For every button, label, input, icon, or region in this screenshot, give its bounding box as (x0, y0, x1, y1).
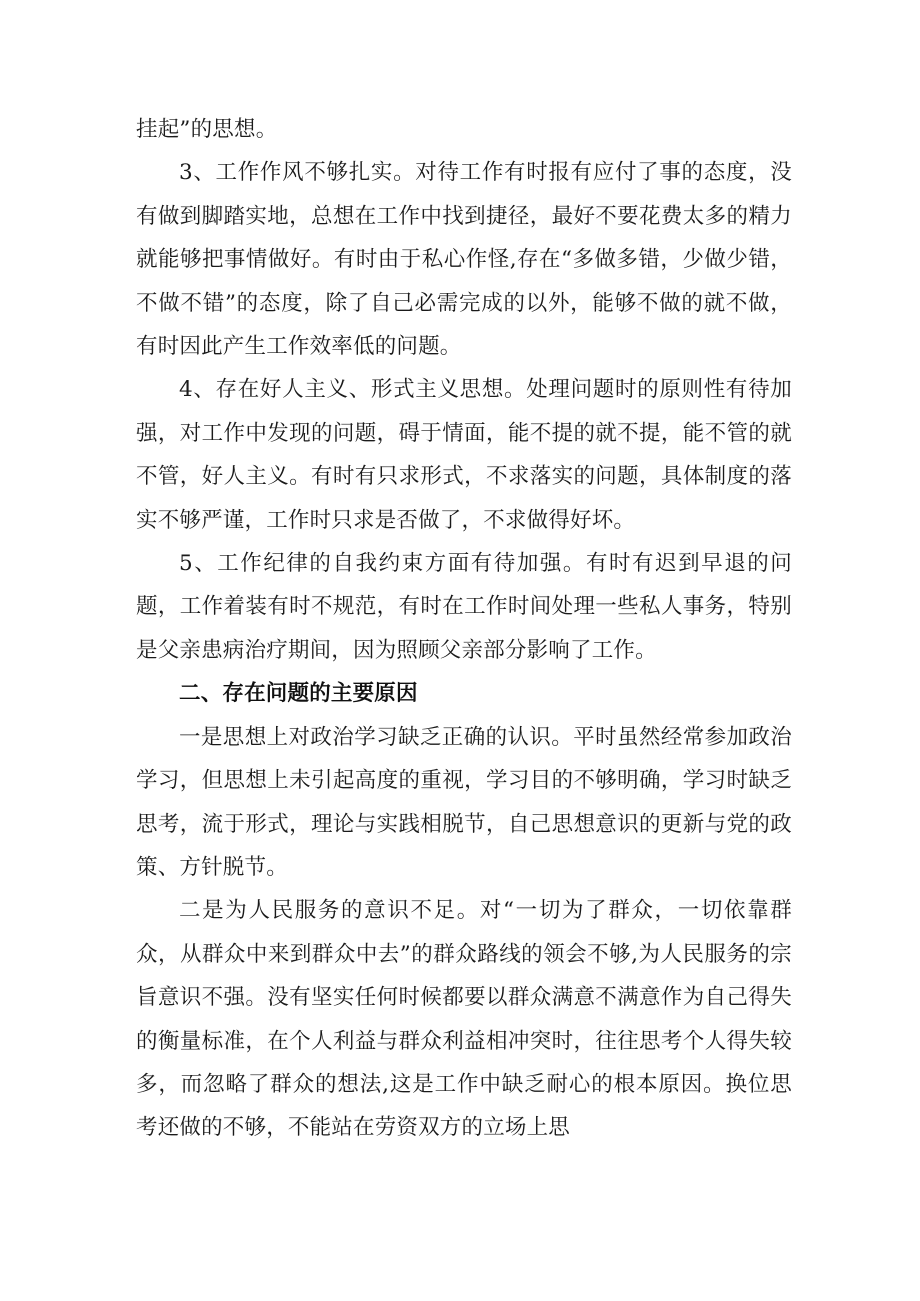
document-body (136, 108, 792, 1150)
paragraph-continuation: 挂起”的思想。 (136, 117, 278, 142)
paragraph-item-5-discipline: 5、工作纪律的自我约束方面有待加强。有时有迟到早退的问题，工作着装有时不规范，有时在工作时间处理一些私人事务，特别是父亲患病治疗期间，因为照顾父亲部分影响了工作。 (136, 551, 792, 663)
paragraph-cause-2-service-awareness: 二是为人民服务的意识不足。对“一切为了群众，一切依靠群众，从群众中来到群众中去”的群众路线的领会不够,为人民服务的宗旨意识不强。没有坚实任何时候都要以群众满意不满意作为自己得失的衡量标准，在个人利益与群众利益相冲突时，往往思考个人得失较多，而忽略了群众的想法,这是工作中缺乏耐心的根本原因。换位思考还做的不够，不能站在劳资双方的立场上思 (136, 898, 792, 1141)
paragraph-item-3-work-style: 3、工作作风不够扎实。对待工作有时报有应付了事的态度，没有做到脚踏实地，总想在工作中找到捷径，最好不要花费太多的精力就能够把事情做好。有时由于私心作怪,存在“多做多错，少做少错，不做不错”的态度，除了自己必需完成的以外，能够不做的就不做，有时因此产生工作效率低的问题。 (136, 160, 792, 360)
paragraph-cause-1-political-study: 一是思想上对政治学习缺乏正确的认识。平时虽然经常参加政治学习，但思想上未引起高度的重视，学习目的不够明确，学习时缺乏思考，流于形式，理论与实践相脱节，自己思想意识的更新与党的政策、方针脱节。 (136, 724, 792, 880)
paragraph-item-4-formalism: 4、存在好人主义、形式主义思想。处理问题时的原则性有待加强，对工作中发现的问题，碍于情面，能不提的就不提，能不管的就不管，好人主义。有时有只求形式，不求落实的问题，具体制度的落实不够严谨，工作时只求是否做了，不求做得好坏。 (136, 377, 792, 533)
section-heading-main-causes: 二、存在问题的主要原因 (179, 681, 418, 707)
